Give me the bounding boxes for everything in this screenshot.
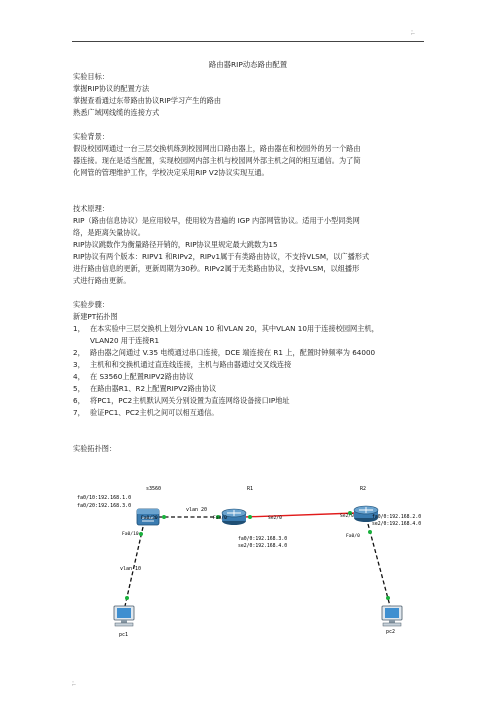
r2-port-label: Fa0/0 bbox=[346, 534, 360, 539]
principle-line: RIP协议有两个版本：RIPV1 和RIPv2，RIPv1属于有类路由协议，不支持VLSM，以广播形式 bbox=[73, 252, 370, 261]
background-line: 器连接。现在是适当配置，实现校园网内部主机与校园网外部主机之间的相互通信。为了简 bbox=[73, 156, 361, 165]
step-number: 3， bbox=[73, 360, 85, 369]
step-number: 5， bbox=[73, 384, 85, 393]
background-heading: 实验背景： bbox=[73, 132, 109, 141]
step-text: 在路由器R1、R2上配置RIPV2路由协议 bbox=[90, 384, 217, 393]
objective-item: 掌握查看通过东带路由协议RIP学习产生的路由 bbox=[73, 96, 222, 105]
objective-item: 掌握RIP协议的配置方法 bbox=[73, 84, 150, 93]
step-text: 将PC1，PC2主机默认网关分别设置为直连网络设备接口IP地址 bbox=[90, 396, 290, 405]
step-text: 路由器之间通过 V.35 电缆通过串口连接，DCE 端连接在 R1 上，配置时钟频率为 64000 bbox=[90, 348, 376, 357]
r2-port-label: Se2/0 bbox=[340, 514, 354, 519]
steps-intro: 新建PT拓扑图 bbox=[73, 312, 118, 321]
link-status-dot bbox=[125, 596, 129, 600]
r1-ip-label: fa0/0:192.168.3.0 bbox=[238, 537, 288, 542]
background-line: 化网管的管理维护工作，学校决定采用RIP V2协议实现互通。 bbox=[73, 168, 269, 177]
step-text: 主机和和交换机通过直连线连接，主机与路由器通过交叉线连接 bbox=[90, 360, 292, 369]
header-mark: ;. bbox=[411, 29, 415, 36]
switch-ip-label: fa0/20:192.168.3.0 bbox=[77, 503, 132, 509]
r1-ip-label: se2/0:192.168.4.0 bbox=[238, 544, 288, 549]
step-number: 1， bbox=[73, 324, 85, 333]
vlan10-label: vlan 10 bbox=[120, 566, 142, 572]
switch-port-label: Fa0/10 bbox=[122, 532, 139, 537]
link-status-dot bbox=[248, 515, 252, 519]
step-number: 4， bbox=[73, 372, 85, 381]
principle-line: RIP（路由信息协议）是应用较早，使用较为普遍的 IGP 内部网管协议。适用于小型同类网 bbox=[73, 216, 360, 225]
step-text: 验证PC1、PC2主机之间可以相互通信。 bbox=[90, 408, 219, 417]
step-number: 2， bbox=[73, 348, 85, 357]
pc2-icon[interactable] bbox=[382, 606, 402, 626]
step-number: 7， bbox=[73, 408, 85, 417]
step-number: 6， bbox=[73, 396, 85, 405]
principle-line: RIP协议跳数作为衡量路径开销的，RIP协议里规定最大跳数为15 bbox=[73, 240, 278, 249]
r2-ip-label: fa0/0:192.168.2.0 bbox=[372, 515, 422, 520]
principle-heading: 技术原理： bbox=[73, 204, 109, 213]
r1-port-label: Se2/0 bbox=[268, 516, 282, 521]
principle-line: 络，是距离矢量协议。 bbox=[73, 228, 145, 237]
pc1-label: pc1 bbox=[119, 632, 129, 638]
principle-line: 进行路由信息的更新，更新周期为30秒。RIPv2属于无类路由协议，支持VLSM，以组播形 bbox=[73, 264, 360, 273]
objectives-heading: 实验目标： bbox=[73, 72, 109, 81]
link-status-dot bbox=[162, 515, 166, 519]
step-text-continued: VLAN20 用于连接R1 bbox=[90, 336, 160, 345]
link-status-dot bbox=[139, 532, 143, 536]
step-text: 在本实验中三层交换机上划分VLAN 10 和VLAN 20，其中VLAN 10用于连接校园网主机， bbox=[90, 324, 379, 333]
switch-port-label: Fa0/20 bbox=[141, 516, 158, 521]
pc1-icon[interactable] bbox=[114, 606, 134, 626]
step-text: 在 S3560上配置RIPV2路由协议 bbox=[90, 372, 194, 381]
link-status-dot bbox=[386, 596, 390, 600]
background-line: 假设校园网通过一台三层交换机练到校园网出口路由器上，路由器在和校园外的另一个路由 bbox=[73, 144, 361, 153]
r1-name-label: R1 bbox=[247, 486, 254, 492]
principle-line: 式进行路由更新。 bbox=[73, 276, 131, 285]
vlan20-label: vlan 20 bbox=[186, 507, 208, 513]
topology-heading: 实验拓扑图： bbox=[73, 444, 117, 453]
switch-ip-label: fa0/10:192.168.1.0 bbox=[77, 495, 132, 501]
document-title: 路由器RIP动态路由配置 bbox=[208, 60, 288, 69]
steps-heading: 实验步骤： bbox=[73, 300, 109, 309]
r2-name-label: R2 bbox=[360, 486, 367, 492]
link-r2-pc2 bbox=[368, 524, 390, 606]
objective-item: 熟悉广域网线缆的连接方式 bbox=[73, 108, 160, 117]
r1-port-label: Fa0/0 bbox=[213, 516, 227, 521]
footer-mark: ;. bbox=[72, 680, 76, 687]
r2-ip-label: se2/0:192.168.4.0 bbox=[372, 522, 422, 527]
switch-name-label: s3560 bbox=[146, 486, 162, 492]
link-status-dot bbox=[368, 530, 372, 534]
pc2-label: pc2 bbox=[386, 629, 396, 635]
